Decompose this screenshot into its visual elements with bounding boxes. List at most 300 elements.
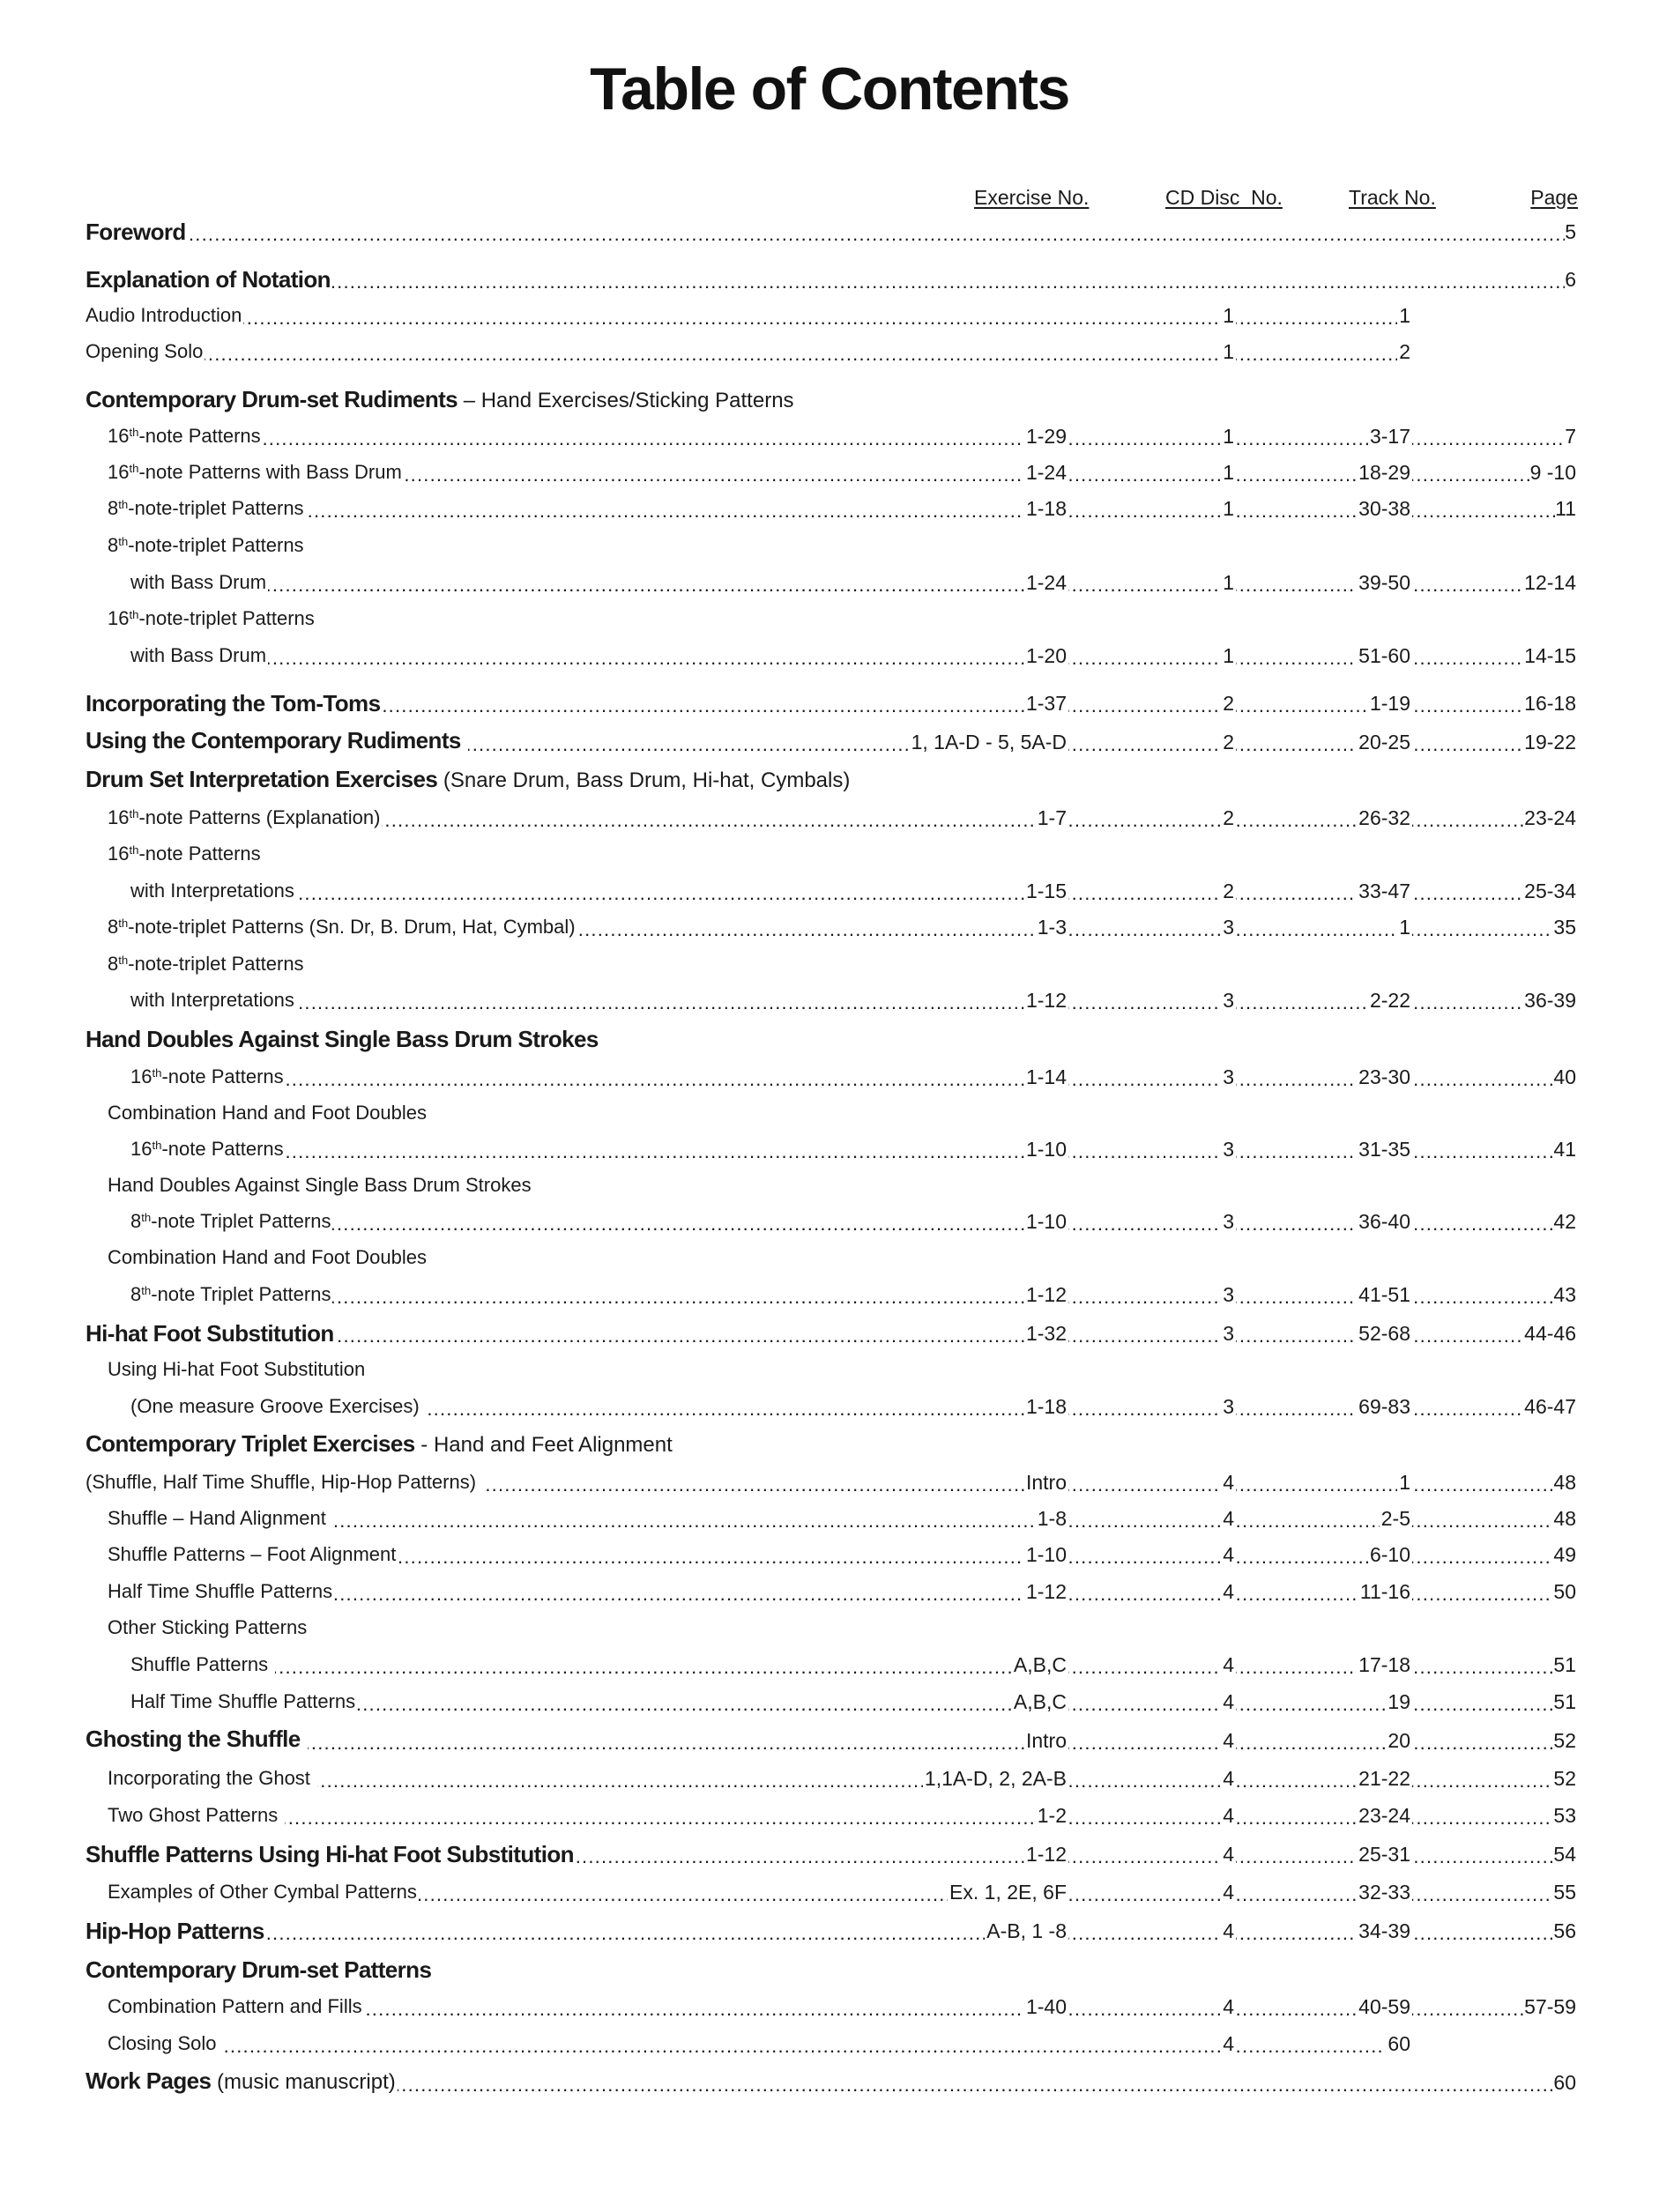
exercise-number: 1-12 [1024,1839,1068,1869]
entry-label: -note-triplet Patterns [128,953,304,975]
track-number: 23-24 [1357,1800,1412,1830]
ordinal-suffix: th [141,1283,152,1297]
entry-label: (Shuffle, Half Time Shuffle, Hip-Hop Patterns) [86,1471,482,1493]
entry-label: Opening Solo [86,340,204,362]
entry-label: -note Patterns [138,425,261,447]
exercise-number: 1-37 [1024,688,1068,718]
entry-title [108,1503,333,1533]
exercise-number: A,B,C [1012,1687,1068,1717]
ordinal-number: 8 [108,916,119,938]
exercise-number: 1-18 [1024,1392,1068,1421]
entry-label: -note-triplet Patterns (Sn. Dr, B. Drum, Hat, Cymbal) [128,916,576,938]
toc-entry-row [0,1134,1659,1164]
track-number: 19 [1386,1687,1412,1717]
entry-title [86,1916,266,1946]
ordinal-number: 8 [130,1283,142,1305]
entry-label: -note-triplet Patterns [138,607,315,629]
cd-disc-number: 1 [1221,301,1236,330]
entry-label [461,730,467,753]
entry-title [108,839,263,869]
entry-title [108,604,316,634]
cd-disc-number: 4 [1221,1650,1236,1680]
entry-title [108,1800,285,1830]
page-number: 51 [1553,1687,1578,1717]
toc-section-row [0,1916,1659,1946]
toc-entry-row [0,641,1659,671]
toc-entry-row [0,421,1659,451]
exercise-number: 1-32 [1024,1318,1068,1348]
ordinal-number: 8 [108,497,119,519]
entry-label: Incorporating the Ghost [108,1767,316,1789]
cd-disc-number: 3 [1221,985,1236,1015]
toc-entry-row [0,1613,1659,1643]
cd-disc-number: 2 [1221,803,1236,833]
cd-disc-number: 3 [1221,1318,1236,1348]
page-number: 11 [1555,494,1578,523]
entry-title [108,494,306,523]
entry-title [108,1577,334,1607]
entry-label: Two Ghost Patterns [108,1804,284,1826]
toc-entry-row [0,1577,1659,1607]
cd-disc-number: 4 [1221,1839,1236,1869]
track-number: 33-47 [1357,876,1412,906]
entry-title [108,1763,317,1793]
page-number: 44-46 [1524,1318,1578,1348]
exercise-number: 1-24 [1024,457,1068,487]
toc-entry-row [0,1763,1659,1793]
toc-entry-row [0,494,1659,523]
ordinal-number: 16 [108,425,130,447]
cd-disc-number: 1 [1221,568,1236,598]
cd-disc-number: 4 [1221,1726,1236,1755]
exercise-number: 1-12 [1024,1577,1068,1607]
entry-label: -note Patterns (Explanation) [138,806,381,828]
entry-title [108,531,306,560]
page-number: 57-59 [1524,1992,1578,2022]
section-heading: Incorporating the Tom-Toms [86,690,381,716]
page-number: 48 [1553,1503,1578,1533]
ordinal-number: 16 [108,806,130,828]
page-number: 9 -10 [1530,457,1578,487]
entry-title [108,949,306,979]
track-number: 17-18 [1357,1650,1412,1680]
toc-entry-row [0,949,1659,979]
entry-title [86,217,188,247]
cd-disc-number: 4 [1221,1992,1236,2022]
exercise-number: Intro [1024,1467,1068,1497]
page-number: 41 [1553,1134,1578,1164]
track-number: 30-38 [1357,494,1412,523]
dot-leader [108,2029,1412,2059]
track-number: 21-22 [1357,1763,1412,1793]
page-number: 40 [1553,1062,1578,1092]
toc-entry-row [0,457,1659,487]
toc-entry-row [0,2029,1659,2059]
ordinal-number: 16 [108,842,130,865]
track-number: 39-50 [1357,568,1412,598]
track-number: 69-83 [1357,1392,1412,1421]
page-number: 53 [1553,1800,1578,1830]
page-number: 51 [1553,1650,1578,1680]
track-number: 20 [1386,1726,1412,1755]
page-number: 5 [1565,217,1578,247]
entry-label: Using Hi-hat Foot Substitution [108,1358,366,1380]
page-number: 7 [1565,421,1578,451]
track-number: 51-60 [1357,641,1412,671]
page-number: 48 [1553,1467,1578,1497]
exercise-number: 1-10 [1024,1134,1068,1164]
toc-section-row [0,1726,1659,1755]
track-number: 6-10 [1368,1540,1412,1570]
dot-leader [108,421,1578,451]
entry-title [86,301,243,330]
entry-label [301,1728,307,1752]
entry-label: Shuffle – Hand Alignment [108,1507,331,1529]
entry-label: -note-triplet Patterns [128,534,304,556]
entry-label: - Hand and Feet Alignment [414,1433,673,1457]
entry-title [130,1687,357,1717]
track-number: 52-68 [1357,1318,1412,1348]
entry-title [108,421,263,451]
section-heading: Using the Contemporary Rudiments [86,727,461,753]
exercise-number: 1-2 [1036,1800,1068,1830]
entry-title [108,1098,428,1128]
track-number: 25-31 [1357,1839,1412,1869]
toc-entry-row [0,1170,1659,1200]
section-heading: Hip-Hop Patterns [86,1918,264,1944]
page-number: 25-34 [1524,876,1578,906]
entry-title [108,1540,398,1570]
entry-title [130,876,296,906]
cd-disc-number: 2 [1221,876,1236,906]
entry-title [86,725,468,757]
entry-title [108,2029,224,2059]
toc-section-row [0,1024,1659,1054]
toc-section-row [0,1955,1659,1985]
cd-disc-number: 4 [1221,2029,1236,2059]
ordinal-suffix: th [152,1065,162,1080]
cd-disc-number: 4 [1221,1540,1236,1570]
section-heading: Contemporary Drum-set Patterns [86,1956,432,1983]
toc-entry-row [0,839,1659,869]
toc-entry-row [0,1280,1659,1310]
entry-title [108,1613,309,1643]
track-number: 23-30 [1357,1062,1412,1092]
dot-leader [86,1726,1578,1755]
entry-title [130,985,296,1015]
section-heading: Work Pages [86,2067,212,2094]
track-number: 31-35 [1357,1134,1412,1164]
toc-entry-row [0,1467,1659,1497]
ordinal-number: 16 [108,461,130,483]
dot-leader [86,337,1412,367]
toc-entry-row [0,1540,1659,1570]
entry-label: Hand Doubles Against Single Bass Drum Strokes [108,1174,532,1196]
entry-title [130,1650,275,1680]
toc-section-row [0,1839,1659,1869]
toc-entry-row [0,803,1659,833]
exercise-number: Ex. 1, 2E, 6F [948,1877,1068,1907]
cd-disc-number: 3 [1221,1134,1236,1164]
section-heading: Hi-hat Foot Substitution [86,1320,334,1347]
toc-entry-row [0,1877,1659,1907]
dot-leader [86,1916,1578,1946]
entry-label: Combination Pattern and Fills [108,1995,362,2017]
toc-section-row [0,766,1659,796]
entry-label: -note Triplet Patterns [151,1283,331,1305]
section-heading: Contemporary Triplet Exercises [86,1430,415,1457]
cd-disc-number: 1 [1221,457,1236,487]
entry-title [108,1170,533,1200]
exercise-number: 1-29 [1024,421,1068,451]
page-number: 6 [1565,264,1578,294]
ordinal-number: 8 [108,534,119,556]
track-number: 34-39 [1357,1916,1412,1946]
dot-leader [86,301,1412,330]
cd-disc-number: 4 [1221,1467,1236,1497]
toc-section-row [0,217,1659,247]
page-number: 52 [1553,1726,1578,1755]
toc-entry-row [0,604,1659,634]
cd-disc-number: 4 [1221,1687,1236,1717]
toc-entry-row [0,912,1659,942]
entry-title [108,1992,364,2022]
entry-title [86,1318,336,1348]
track-number: 1 [1397,912,1412,942]
ordinal-suffix: th [118,497,129,511]
track-number: 60 [1386,2029,1412,2059]
cd-disc-number: 1 [1221,494,1236,523]
entry-label: Closing Solo [108,2032,222,2054]
ordinal-suffix: th [129,842,139,857]
page-title: Table of Contents [590,56,1069,122]
exercise-number: 1-20 [1024,641,1068,671]
entry-label: Combination Hand and Foot Doubles [108,1246,428,1268]
entry-label: Shuffle Patterns [130,1653,274,1675]
entry-title [130,641,268,671]
page-number: 12-14 [1524,568,1578,598]
track-number: 1 [1397,1467,1412,1497]
page-number: 46-47 [1524,1392,1578,1421]
ordinal-suffix: th [129,806,139,820]
toc-entry-row [0,1800,1659,1830]
toc-entry-row [0,1098,1659,1128]
track-number: 2 [1397,337,1412,367]
cd-disc-number: 4 [1221,1763,1236,1793]
entry-label: Other Sticking Patterns [108,1616,308,1638]
page-number: 56 [1553,1916,1578,1946]
track-number: 20-25 [1357,727,1412,757]
toc-entry-row [0,568,1659,598]
entry-label: with Interpretations [130,880,294,902]
entry-label: Combination Hand and Foot Doubles [108,1102,428,1124]
entry-label: -note-triplet Patterns [128,497,304,519]
cd-disc-number: 4 [1221,1577,1236,1607]
track-number: 40-59 [1357,1992,1412,2022]
ordinal-suffix: th [152,1138,162,1152]
header-page: Page [1530,186,1578,209]
track-number: 18-29 [1357,457,1412,487]
section-heading: Hand Doubles Against Single Bass Drum Strokes [86,1026,599,1052]
toc-section-row [0,2067,1659,2097]
toc-section-row [0,688,1659,718]
exercise-number: 1-10 [1024,1540,1068,1570]
entry-label: (One measure Groove Exercises) [130,1395,425,1417]
entry-title [108,457,404,487]
toc-entry-row [0,1243,1659,1273]
page-number: 42 [1553,1206,1578,1236]
toc-entry-row [0,531,1659,560]
entry-title [130,1280,332,1310]
entry-title [86,764,852,796]
entry-label: -note Patterns [161,1065,284,1087]
entry-title [108,1243,428,1273]
ordinal-number: 16 [108,607,130,629]
entry-title [86,688,382,718]
header-exercise-no: Exercise No. [974,186,1090,209]
toc-section-row [0,264,1659,294]
track-number: 26-32 [1357,803,1412,833]
page-number: 55 [1553,1877,1578,1907]
cd-disc-number: 1 [1221,421,1236,451]
entry-title [130,1062,286,1092]
exercise-number: 1-12 [1024,1280,1068,1310]
entry-label: Half Time Shuffle Patterns [130,1690,356,1712]
exercise-number: A-B, 1 -8 [985,1916,1068,1946]
section-heading: Drum Set Interpretation Exercises [86,766,438,792]
page-number: 36-39 [1524,985,1578,1015]
ordinal-number: 8 [130,1210,142,1232]
exercise-number: 1-14 [1024,1062,1068,1092]
cd-disc-number: 3 [1221,912,1236,942]
toc-entry-row [0,1392,1659,1421]
entry-title [86,1024,600,1054]
cd-disc-number: 4 [1221,1916,1236,1946]
cd-disc-number: 4 [1221,1503,1236,1533]
page-number: 49 [1553,1540,1578,1570]
ordinal-number: 16 [130,1138,153,1160]
cd-disc-number: 3 [1221,1392,1236,1421]
toc-entry-row [0,985,1659,1015]
toc-entry-row [0,1062,1659,1092]
entry-title [108,1877,419,1907]
entry-label: with Bass Drum [130,644,267,666]
toc-section-row [0,386,1659,416]
section-heading: Shuffle Patterns Using Hi-hat Foot Substitution [86,1841,574,1867]
cd-disc-number: 3 [1221,1280,1236,1310]
header-track-no: Track No. [1349,186,1436,209]
page-number: 54 [1553,1839,1578,1869]
toc-entry-row [0,337,1659,367]
entry-title [86,1429,674,1460]
exercise-number: 1, 1A-D - 5, 5A-D [910,727,1068,757]
dot-leader [86,217,1578,247]
entry-title [108,1355,367,1384]
toc-entry-row [0,301,1659,330]
entry-title [86,1955,433,1985]
entry-label: -note Patterns [138,842,261,865]
ordinal-suffix: th [129,425,139,439]
ordinal-suffix: th [129,461,139,475]
page-number: 14-15 [1524,641,1578,671]
entry-label: with Interpretations [130,989,294,1011]
track-number: 1-19 [1368,688,1412,718]
page-number: 23-24 [1524,803,1578,833]
track-number: 2-22 [1368,985,1412,1015]
entry-title [86,2066,398,2097]
entry-label: with Bass Drum [130,571,267,593]
cd-disc-number: 2 [1221,727,1236,757]
track-number: 32-33 [1357,1877,1412,1907]
section-heading: Explanation of Notation [86,266,331,293]
track-number: 2-5 [1380,1503,1412,1533]
entry-title [86,264,332,294]
track-number: 41-51 [1357,1280,1412,1310]
toc-entry-row [0,1650,1659,1680]
entry-label: Examples of Other Cymbal Patterns [108,1881,417,1903]
ordinal-suffix: th [118,534,129,548]
exercise-number: 1-15 [1024,876,1068,906]
entry-title [130,1206,332,1236]
entry-title [86,384,796,416]
entry-title [108,912,577,942]
dot-leader [130,985,1578,1015]
section-heading: Ghosting the Shuffle [86,1726,301,1752]
ordinal-suffix: th [129,607,139,621]
exercise-number: 1,1A-D, 2, 2A-B [923,1763,1068,1793]
cd-disc-number: 2 [1221,688,1236,718]
entry-title [86,1467,483,1497]
exercise-number: A,B,C [1012,1650,1068,1680]
entry-label: – Hand Exercises/Sticking Patterns [458,389,794,412]
cd-disc-number: 4 [1221,1877,1236,1907]
entry-label: Half Time Shuffle Patterns [108,1580,333,1602]
cd-disc-number: 4 [1221,1800,1236,1830]
entry-title [86,337,205,367]
entry-label: -note Patterns [161,1138,284,1160]
section-heading: Contemporary Drum-set Rudiments [86,386,458,412]
toc-section-row [0,727,1659,757]
entry-title [86,1724,308,1755]
page-number: 16-18 [1524,688,1578,718]
entry-label: Shuffle Patterns – Foot Alignment [108,1543,397,1565]
entry-label: Audio Introduction [86,304,242,326]
entry-title [130,1392,427,1421]
exercise-number: 1-40 [1024,1992,1068,2022]
exercise-number: 1-10 [1024,1206,1068,1236]
track-number: 36-40 [1357,1206,1412,1236]
entry-title [86,1839,576,1869]
entry-label: -note Triplet Patterns [151,1210,331,1232]
page-number: 35 [1553,912,1578,942]
entry-title [130,1134,286,1164]
page-number: 52 [1553,1763,1578,1793]
exercise-number: Intro [1024,1726,1068,1755]
exercise-number: 1-12 [1024,985,1068,1015]
toc-section-row [0,1318,1659,1348]
exercise-number: 1-24 [1024,568,1068,598]
page-number: 60 [1553,2067,1578,2097]
track-number: 3-17 [1368,421,1412,451]
toc-entry-row [0,1355,1659,1384]
entry-label: -note Patterns with Bass Drum [138,461,402,483]
cd-disc-number: 1 [1221,337,1236,367]
cd-disc-number: 3 [1221,1062,1236,1092]
entry-title [130,568,268,598]
exercise-number: 1-8 [1036,1503,1068,1533]
page-number: 19-22 [1524,727,1578,757]
ordinal-suffix: th [118,953,129,967]
